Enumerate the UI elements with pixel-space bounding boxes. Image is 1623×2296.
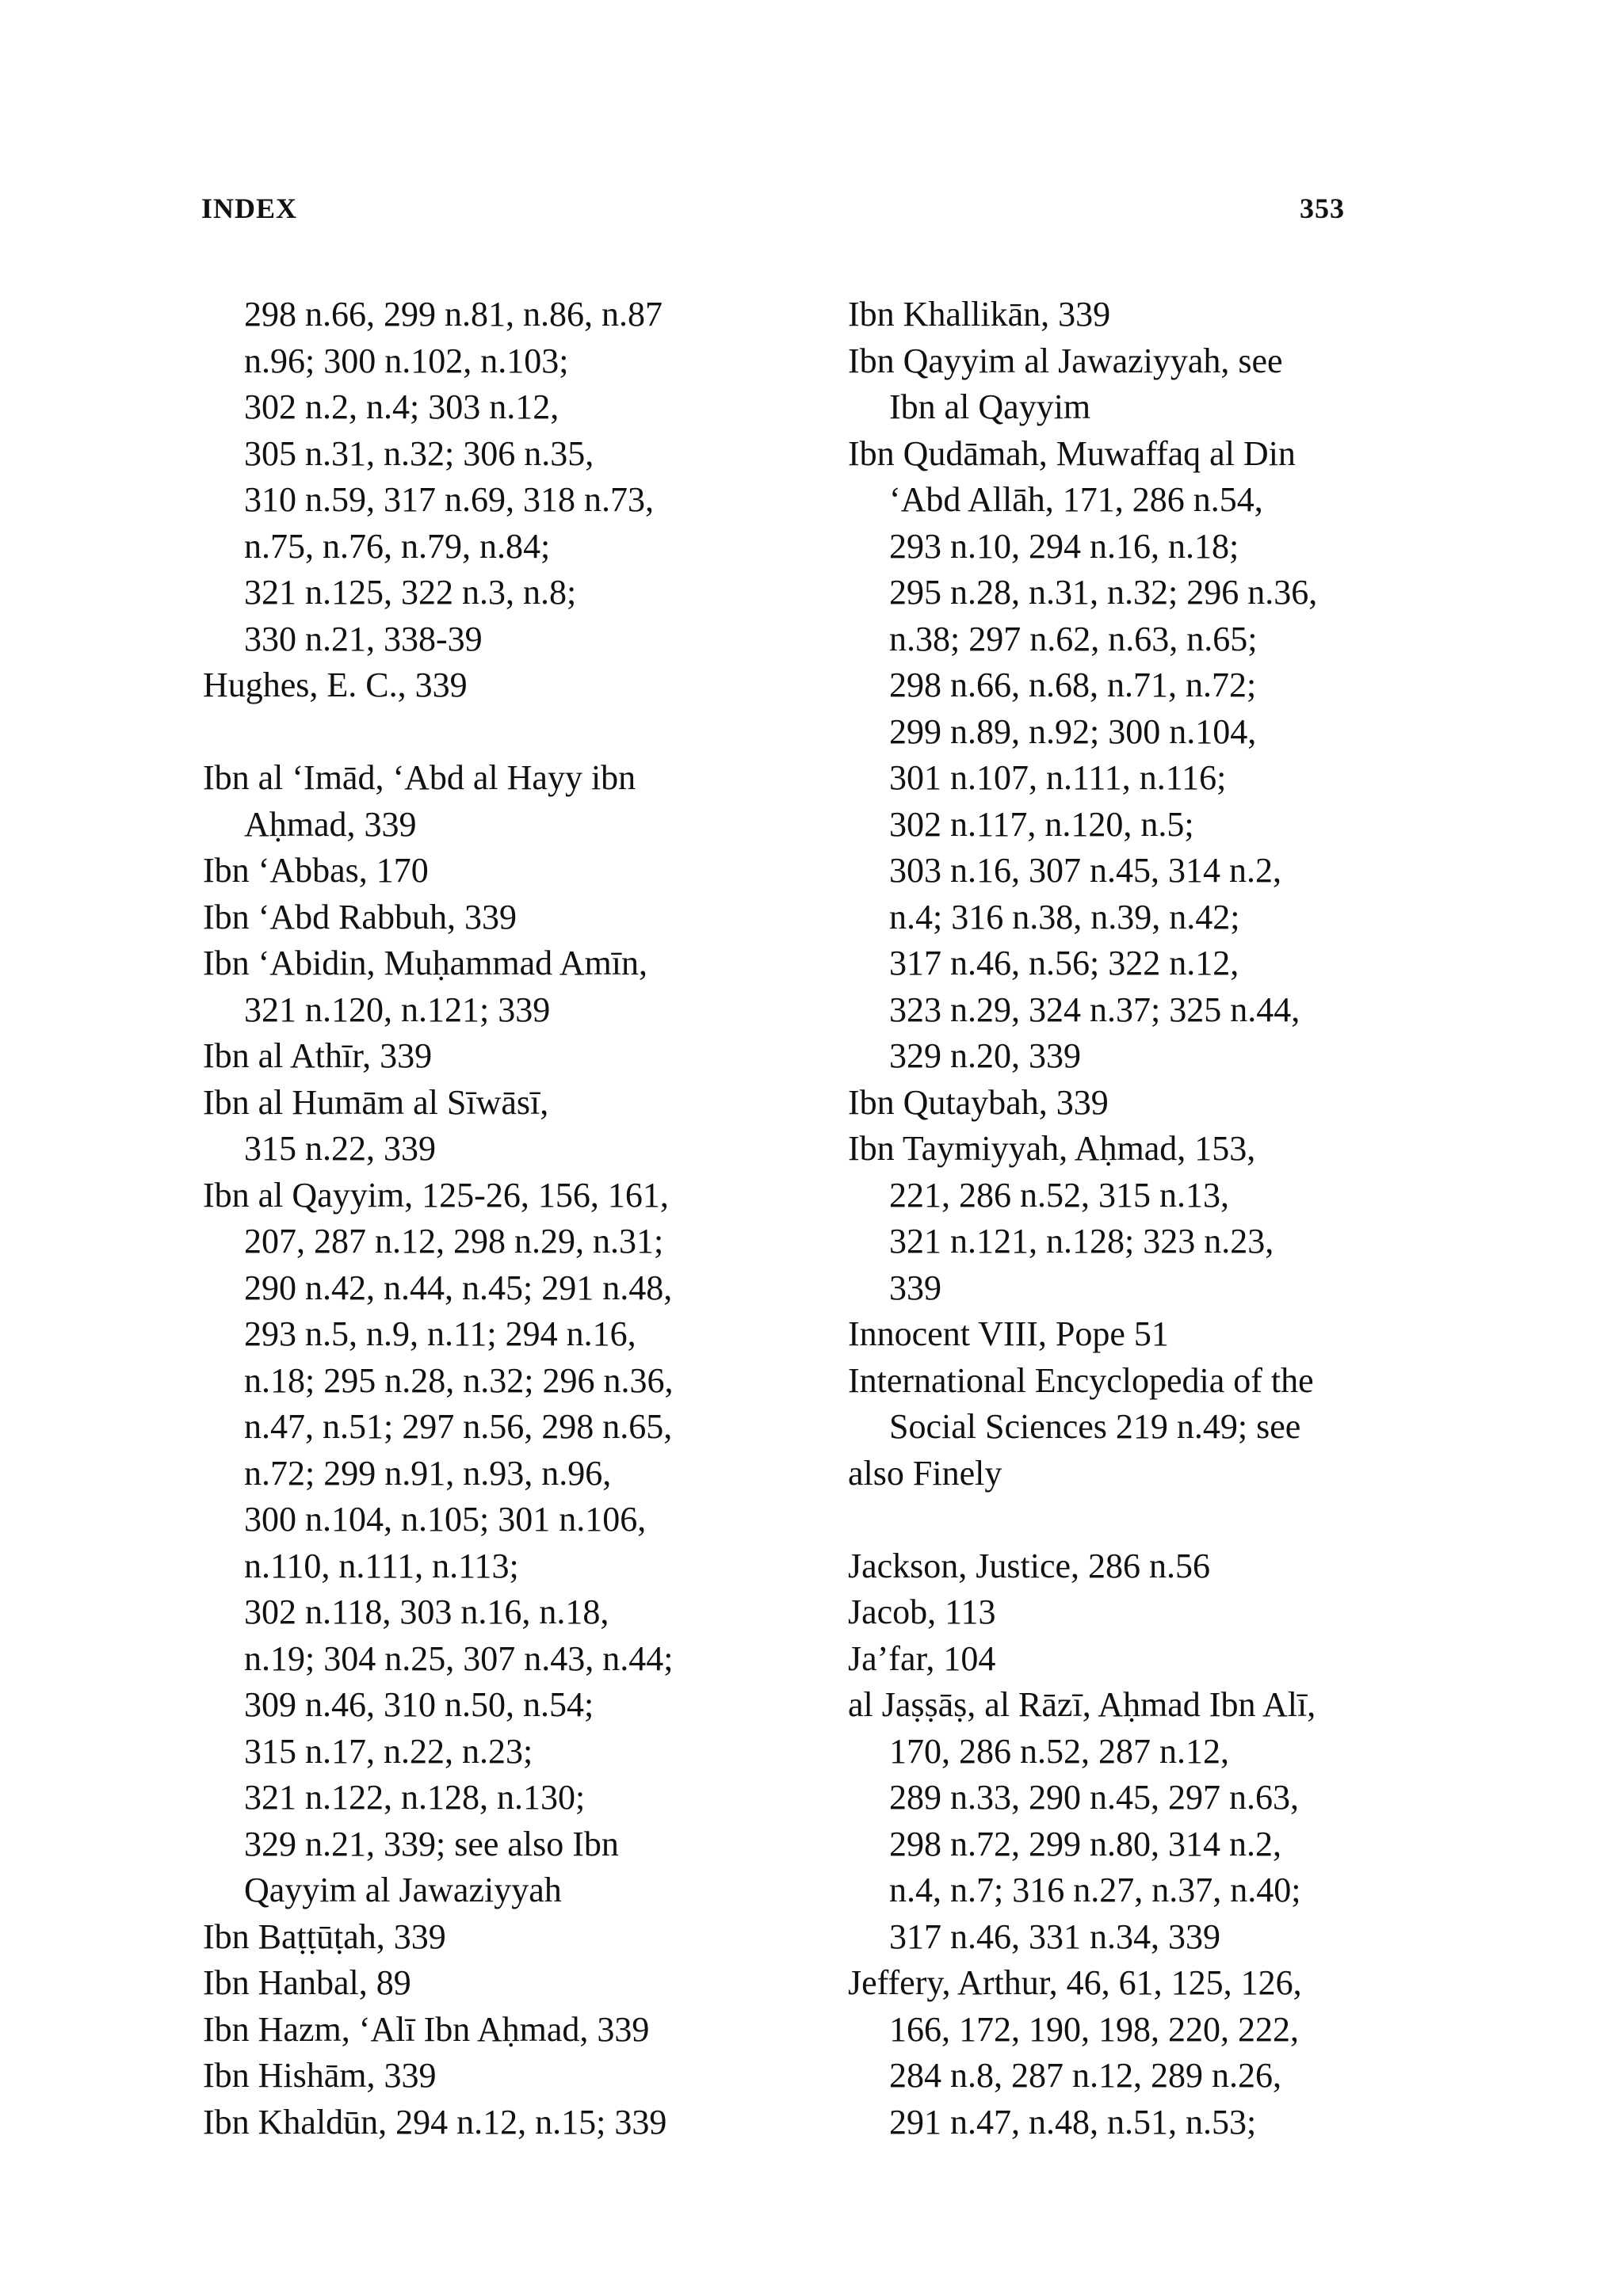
index-continuation-line: 293 n.10, 294 n.16, n.18; [889, 526, 1239, 566]
index-entry-line: Jeffery, Arthur, 46, 61, 125, 126, [848, 1963, 1302, 2002]
index-entry-line: Ibn Qudāmah, Muwaffaq al Din [848, 433, 1296, 473]
index-continuation-line: 300 n.104, n.105; 301 n.106, [244, 1500, 647, 1539]
index-continuation-line: 302 n.118, 303 n.16, n.18, [244, 1592, 609, 1631]
index-continuation-line: 329 n.21, 339; see also Ibn [244, 1824, 619, 1863]
index-continuation-line: 309 n.46, 310 n.50, n.54; [244, 1685, 594, 1724]
index-continuation-line: 321 n.122, n.128, n.130; [244, 1778, 586, 1817]
index-entry-line: Ibn Hanbal, 89 [203, 1963, 411, 2002]
index-continuation-line: 298 n.72, 299 n.80, 314 n.2, [889, 1824, 1281, 1863]
index-continuation-line: 293 n.5, n.9, n.11; 294 n.16, [244, 1314, 636, 1353]
index-entry-line: also Finely [848, 1453, 1002, 1493]
index-continuation-line: Qayyim al Jawaziyyah [244, 1871, 562, 1909]
index-continuation-line: 323 n.29, 324 n.37; 325 n.44, [889, 990, 1300, 1029]
index-entry-line: Ibn Khallikān, 339 [848, 295, 1111, 334]
index-continuation-line: Aḥmad, 339 [244, 804, 417, 844]
index-blank-line [848, 1497, 1450, 1543]
index-continuation-line: 303 n.16, 307 n.45, 314 n.2, [889, 851, 1281, 890]
index-column-left [203, 292, 805, 2145]
index-continuation-line: 166, 172, 190, 198, 220, 222, [889, 2009, 1299, 2049]
index-continuation-line: 315 n.17, n.22, n.23; [244, 1731, 533, 1771]
index-entry-line: Ibn Khaldūn, 294 n.12, n.15; 339 [203, 2102, 667, 2142]
index-entry-line: Innocent VIII, Pope 51 [848, 1314, 1169, 1353]
index-entry-line: Ja’far, 104 [848, 1638, 996, 1678]
index-continuation-line: 321 n.121, n.128; 323 n.23, [889, 1222, 1274, 1261]
index-continuation-line: 295 n.28, n.31, n.32; 296 n.36, [889, 573, 1318, 612]
index-continuation-line: 298 n.66, n.68, n.71, n.72; [889, 666, 1257, 704]
index-continuation-line: 302 n.117, n.120, n.5; [889, 804, 1194, 844]
index-continuation-line: 301 n.107, n.111, n.116; [889, 758, 1227, 797]
index-continuation-line: 339 [889, 1268, 941, 1307]
page-number: 353 [1300, 193, 1345, 224]
running-head-title: INDEX [201, 193, 298, 224]
index-continuation-line: 170, 286 n.52, 287 n.12, [889, 1731, 1229, 1771]
index-entry-line: Ibn al Athīr, 339 [203, 1036, 433, 1075]
index-continuation-line: 207, 287 n.12, 298 n.29, n.31; [244, 1222, 664, 1261]
index-entry-line: Ibn ‘Abidin, Muḥammad Amīn, [203, 944, 647, 982]
index-column-right [848, 292, 1450, 2145]
index-continuation-line: n.38; 297 n.62, n.63, n.65; [889, 619, 1258, 658]
index-continuation-line: 290 n.42, n.44, n.45; 291 n.48, [244, 1268, 673, 1307]
index-continuation-line: 317 n.46, n.56; 322 n.12, [889, 944, 1239, 982]
index-continuation-line: n.4; 316 n.38, n.39, n.42; [889, 897, 1240, 936]
index-entry-line: Ibn Qutaybah, 339 [848, 1082, 1109, 1122]
index-continuation-line: n.96; 300 n.102, n.103; [244, 341, 569, 380]
index-entry-line: Jackson, Justice, 286 n.56 [848, 1546, 1211, 1585]
index-continuation-line: Social Sciences 219 n.49; see [889, 1407, 1301, 1446]
index-entry-line: al Jaṣṣāṣ, al Rāzī, Aḥmad Ibn Alī, [848, 1685, 1316, 1724]
index-entry-line: Ibn al ‘Imād, ‘Abd al Hayy ibn [203, 758, 636, 797]
index-continuation-line: 302 n.2, n.4; 303 n.12, [244, 387, 559, 426]
index-entry-line: Ibn al Humām al Sīwāsī, [203, 1082, 549, 1122]
index-continuation-line: n.47, n.51; 297 n.56, 298 n.65, [244, 1407, 673, 1446]
index-continuation-line: 284 n.8, 287 n.12, 289 n.26, [889, 2056, 1281, 2095]
index-continuation-line: 315 n.22, 339 [244, 1129, 436, 1168]
index-continuation-line: 289 n.33, 290 n.45, 297 n.63, [889, 1778, 1299, 1817]
index-entry-line: Ibn al Qayyim, 125-26, 156, 161, [203, 1175, 669, 1215]
index-blank-line [203, 709, 805, 756]
index-continuation-line: n.75, n.76, n.79, n.84; [244, 526, 551, 566]
index-entry-line: Ibn Taymiyyah, Aḥmad, 153, [848, 1129, 1256, 1168]
index-entry-line: Ibn Hazm, ‘Alī Ibn Aḥmad, 339 [203, 2009, 650, 2049]
index-continuation-line: 321 n.125, 322 n.3, n.8; [244, 573, 577, 612]
index-continuation-line: n.110, n.111, n.113; [244, 1546, 519, 1585]
index-entry-line: Ibn Qayyim al Jawaziyyah, see [848, 341, 1283, 380]
index-continuation-line: 310 n.59, 317 n.69, 318 n.73, [244, 480, 654, 519]
index-entry-line: Ibn ‘Abd Rabbuh, 339 [203, 897, 517, 936]
index-entry-line: Ibn Hishām, 339 [203, 2056, 437, 2095]
index-continuation-line: 291 n.47, n.48, n.51, n.53; [889, 2102, 1257, 2142]
index-continuation-line: Ibn al Qayyim [889, 387, 1091, 426]
index-continuation-line: 221, 286 n.52, 315 n.13, [889, 1175, 1229, 1215]
index-continuation-line: 321 n.120, n.121; 339 [244, 990, 551, 1029]
index-entry-line: Hughes, E. C., 339 [203, 666, 468, 704]
index-continuation-line: 330 n.21, 338-39 [244, 619, 483, 658]
index-continuation-line: n.72; 299 n.91, n.93, n.96, [244, 1453, 612, 1493]
index-entry-line: Ibn Baṭṭūṭah, 339 [203, 1917, 446, 1956]
index-continuation-line: ‘Abd Allāh, 171, 286 n.54, [889, 480, 1263, 519]
index-entry-line: Ibn ‘Abbas, 170 [203, 851, 429, 890]
index-continuation-line: 329 n.20, 339 [889, 1036, 1081, 1075]
index-continuation-line: n.18; 295 n.28, n.32; 296 n.36, [244, 1360, 674, 1400]
index-continuation-line: 298 n.66, 299 n.81, n.86, n.87 [244, 295, 663, 334]
index-continuation-line: 305 n.31, n.32; 306 n.35, [244, 433, 594, 473]
index-continuation-line: 317 n.46, 331 n.34, 339 [889, 1917, 1220, 1956]
index-entry-line: International Encyclopedia of the [848, 1360, 1314, 1400]
index-continuation-line: n.19; 304 n.25, 307 n.43, n.44; [244, 1638, 674, 1678]
index-continuation-line: n.4, n.7; 316 n.27, n.37, n.40; [889, 1871, 1301, 1909]
index-entry-line: Jacob, 113 [848, 1592, 996, 1631]
index-continuation-line: 299 n.89, n.92; 300 n.104, [889, 711, 1257, 751]
